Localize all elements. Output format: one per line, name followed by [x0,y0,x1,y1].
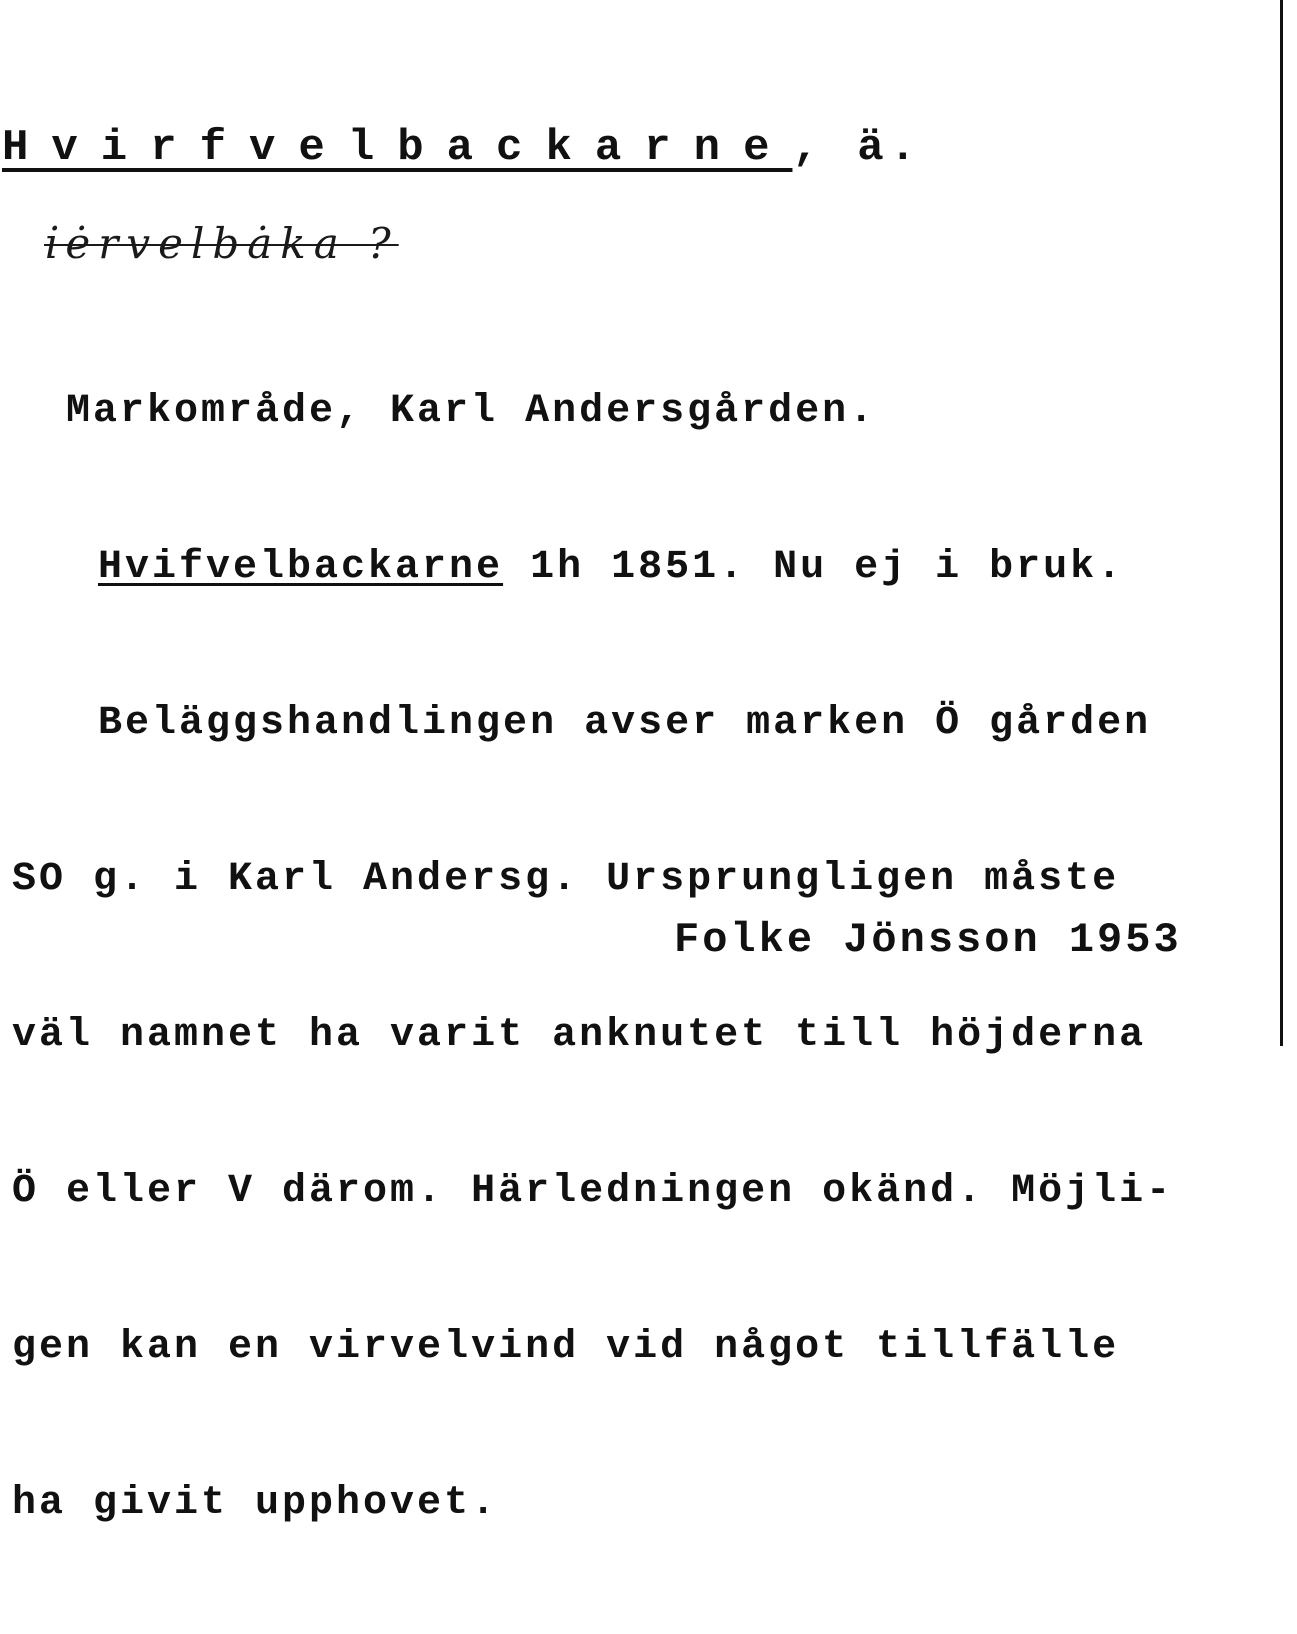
body-line-5: väl namnet ha varit anknutet till höjderna [12,1013,1147,1058]
body-line-4: SO g. i Karl Andersg. Ursprungligen måste [12,857,1120,902]
signature: Folke Jönsson 1953 [674,916,1182,964]
body-line-7: gen kan en virvelvind vid något tillfälle [12,1325,1120,1370]
body-line-2 [12,542,1173,594]
body-line-3: Beläggshandlingen avser marken Ö gården [98,701,1152,746]
handwritten-note: i̇ėrvelbȧka ? [44,219,399,268]
underlined-name: Hvifvelbackarne [98,545,504,590]
headword-line [2,118,922,178]
body-line-6: Ö eller V därom. Härledningen okänd. Möjli- [12,1169,1174,1214]
body-line-8: ha givit upphovet. [12,1481,499,1526]
card-edge-line [1280,0,1283,1046]
headword-suffix: , ä. [792,123,923,173]
body-line-2-rest: 1h 1851. Nu ej i bruk. [503,545,1125,590]
headword: Hvirfvelbackarne [2,123,793,173]
body-line-1: Markområde, Karl Andersgården. [66,389,877,434]
